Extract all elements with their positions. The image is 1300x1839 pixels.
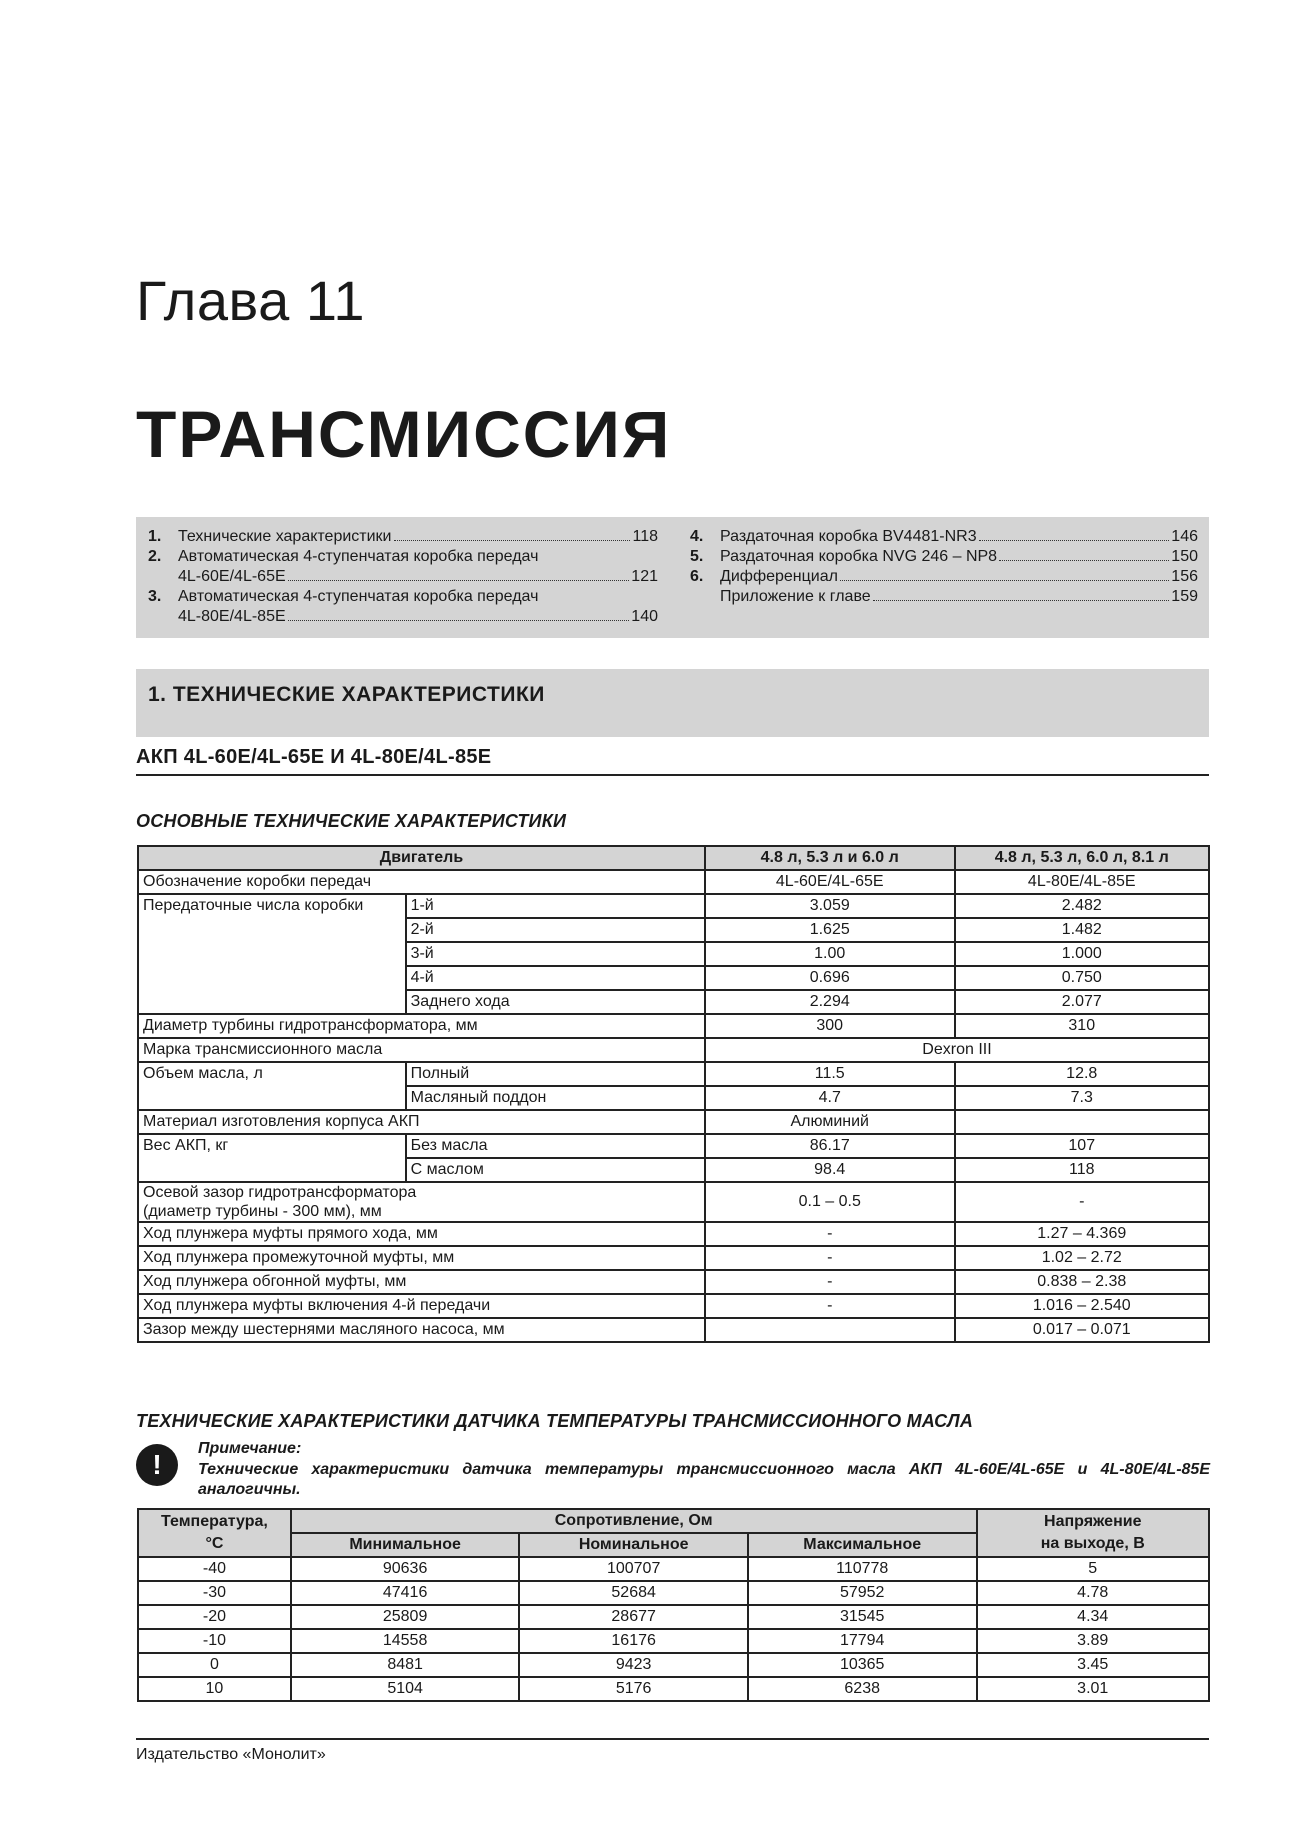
cell-value: 7.3 <box>955 1086 1210 1110</box>
cell-value: 310 <box>955 1014 1210 1038</box>
note-title: Примечание: <box>198 1440 302 1457</box>
toc-num: 3. <box>148 588 162 605</box>
cell-value: 300 <box>705 1014 955 1038</box>
toc-item[interactable] <box>148 547 658 567</box>
header-line: на выходе, В <box>1040 1535 1145 1552</box>
cell-value: 0.696 <box>705 966 955 990</box>
toc-text: Дифференциал <box>720 568 838 585</box>
chapter-title: ТРАНСМИССИЯ <box>136 397 672 471</box>
table-row <box>138 1270 1209 1294</box>
toc-text: Технические характеристики <box>178 528 392 545</box>
toc-page: 150 <box>1171 548 1198 565</box>
row-label: Вес АКП, кг <box>138 1134 406 1182</box>
table-row <box>138 1110 1209 1134</box>
toc-leader <box>288 620 630 621</box>
cell-min: 8481 <box>291 1653 520 1677</box>
cell-min: 14558 <box>291 1629 520 1653</box>
cell-min: 47416 <box>291 1581 520 1605</box>
cell-voltage: 3.01 <box>977 1677 1210 1701</box>
cell-value: 4L-60E/4L-65E <box>705 870 955 894</box>
cell-value <box>705 1318 955 1342</box>
toc-leader <box>999 560 1169 561</box>
cell-nom: 16176 <box>519 1629 748 1653</box>
row-label: Ход плунжера обгонной муфты, мм <box>138 1270 705 1294</box>
header-col-2: 4.8 л, 5.3 л, 6.0 л, 8.1 л <box>955 846 1210 870</box>
toc-num: 1. <box>148 528 162 545</box>
chapter-number: Глава 11 <box>136 269 365 332</box>
table-caption-main-specs: ОСНОВНЫЕ ТЕХНИЧЕСКИЕ ХАРАКТЕРИСТИКИ <box>136 811 567 831</box>
toc-text: 4L-80E/4L-85E <box>178 608 286 625</box>
header-max: Максимальное <box>748 1533 977 1557</box>
cell-value: 0.017 – 0.071 <box>955 1318 1210 1342</box>
cell-min: 90636 <box>291 1557 520 1581</box>
toc-item[interactable] <box>690 587 1198 607</box>
cell-value: 107 <box>955 1134 1210 1158</box>
cell-value <box>955 1110 1210 1134</box>
cell-value: 0.750 <box>955 966 1210 990</box>
toc-item[interactable] <box>148 527 658 547</box>
row-label <box>138 1182 705 1222</box>
cell-value: 11.5 <box>705 1062 955 1086</box>
row-label: Ход плунжера промежуточной муфты, мм <box>138 1246 705 1270</box>
cell-nom: 5176 <box>519 1677 748 1701</box>
row-label: Диаметр турбины гидротрансформатора, мм <box>138 1014 705 1038</box>
row-label: Зазор между шестернями масляного насоса, мм <box>138 1318 705 1342</box>
row-sublabel: Заднего хода <box>406 990 705 1014</box>
toc-item[interactable] <box>148 587 658 607</box>
cell-voltage: 3.45 <box>977 1653 1210 1677</box>
cell-nom: 100707 <box>519 1557 748 1581</box>
cell-value: 1.02 – 2.72 <box>955 1246 1210 1270</box>
table-header-row <box>138 846 1209 870</box>
header-line: Температура, <box>161 1513 268 1530</box>
toc-item[interactable] <box>148 607 658 627</box>
toc-num: 2. <box>148 548 162 565</box>
cell-nom: 52684 <box>519 1581 748 1605</box>
cell-value: 4.7 <box>705 1086 955 1110</box>
header-engine: Двигатель <box>138 846 705 870</box>
toc-page: 146 <box>1171 528 1198 545</box>
note-icon: ! <box>136 1444 178 1486</box>
main-specs-table <box>137 845 1210 1343</box>
toc-text: 4L-60E/4L-65E <box>178 568 286 585</box>
divider <box>136 774 1209 776</box>
cell-nom: 28677 <box>519 1605 748 1629</box>
row-label: Марка трансмиссионного масла <box>138 1038 705 1062</box>
cell-max: 31545 <box>748 1605 977 1629</box>
cell-max: 57952 <box>748 1581 977 1605</box>
row-sublabel: Без масла <box>406 1134 705 1158</box>
toc-left-column <box>148 527 658 627</box>
table-header-row <box>138 1509 1209 1533</box>
cell-value: - <box>705 1270 955 1294</box>
cell-value: 0.1 – 0.5 <box>705 1182 955 1222</box>
row-label: Передаточные числа коробки <box>138 894 406 1014</box>
cell-voltage: 4.34 <box>977 1605 1210 1629</box>
toc-num: 6. <box>690 568 704 585</box>
table-row <box>138 1653 1209 1677</box>
table-row <box>138 1134 1209 1158</box>
cell-value: - <box>705 1222 955 1246</box>
toc-leader <box>840 580 1169 581</box>
row-sublabel: С маслом <box>406 1158 705 1182</box>
toc-num: 5. <box>690 548 704 565</box>
row-sublabel: Масляный поддон <box>406 1086 705 1110</box>
cell-temp: 0 <box>138 1653 291 1677</box>
toc-item[interactable] <box>690 567 1198 587</box>
subsection-title: АКП 4L-60E/4L-65E И 4L-80E/4L-85E <box>136 746 492 768</box>
row-label-line: Осевой зазор гидротрансформатора <box>143 1184 417 1201</box>
cell-value: - <box>705 1246 955 1270</box>
cell-value: 2.482 <box>955 894 1210 918</box>
table-row <box>138 1581 1209 1605</box>
cell-value: 1.27 – 4.369 <box>955 1222 1210 1246</box>
table-row <box>138 1038 1209 1062</box>
sensor-table <box>137 1508 1210 1702</box>
cell-value: 1.625 <box>705 918 955 942</box>
toc-page: 140 <box>631 608 658 625</box>
toc-page: 159 <box>1171 588 1198 605</box>
toc-text: Автоматическая 4-ступенчатая коробка передач <box>178 548 539 565</box>
toc-item[interactable] <box>690 527 1198 547</box>
header-voltage <box>977 1509 1210 1557</box>
row-label: Ход плунжера муфты включения 4-й передачи <box>138 1294 705 1318</box>
toc-leader <box>288 580 630 581</box>
toc-text: Раздаточная коробка BV4481-NR3 <box>720 528 977 545</box>
cell-value: 1.016 – 2.540 <box>955 1294 1210 1318</box>
section-header <box>136 669 1209 737</box>
toc-text: Раздаточная коробка NVG 246 – NP8 <box>720 548 998 565</box>
table-row <box>138 1605 1209 1629</box>
cell-value: 1.00 <box>705 942 955 966</box>
cell-value: - <box>955 1182 1210 1222</box>
cell-value: Dexron III <box>705 1038 1209 1062</box>
cell-value: 2.077 <box>955 990 1210 1014</box>
table-row <box>138 1629 1209 1653</box>
row-sublabel: 1-й <box>406 894 705 918</box>
header-line: Напряжение <box>1044 1513 1142 1530</box>
table-of-contents <box>136 517 1209 638</box>
cell-value: 118 <box>955 1158 1210 1182</box>
cell-value: 12.8 <box>955 1062 1210 1086</box>
toc-num: 4. <box>690 528 704 545</box>
row-label: Объем масла, л <box>138 1062 406 1110</box>
note-text: Технические характеристики датчика температуры трансмиссионного масла АКП 4L-60E/4L-65E и 4L-80E/4L-85E аналогичны. <box>198 1461 1210 1498</box>
table-row <box>138 1222 1209 1246</box>
header-nom: Номинальное <box>519 1533 748 1557</box>
toc-leader <box>873 600 1170 601</box>
cell-value: 0.838 – 2.38 <box>955 1270 1210 1294</box>
cell-temp: -10 <box>138 1629 291 1653</box>
cell-value: 1.000 <box>955 942 1210 966</box>
toc-page: 156 <box>1171 568 1198 585</box>
toc-leader <box>394 540 631 541</box>
toc-item[interactable] <box>148 567 658 587</box>
header-temperature <box>138 1509 291 1557</box>
header-col-1: 4.8 л, 5.3 л и 6.0 л <box>705 846 955 870</box>
table-row <box>138 1318 1209 1342</box>
header-min: Минимальное <box>291 1533 520 1557</box>
cell-min: 5104 <box>291 1677 520 1701</box>
row-sublabel: 4-й <box>406 966 705 990</box>
header-resistance: Сопротивление, Ом <box>291 1509 977 1533</box>
row-label-line: (диаметр турбины - 300 мм), мм <box>143 1203 382 1220</box>
table-row <box>138 1677 1209 1701</box>
cell-max: 110778 <box>748 1557 977 1581</box>
cell-max: 17794 <box>748 1629 977 1653</box>
table-caption-sensor-specs: ТЕХНИЧЕСКИЕ ХАРАКТЕРИСТИКИ ДАТЧИКА ТЕМПЕРАТУРЫ ТРАНСМИССИОННОГО МАСЛА <box>136 1411 974 1431</box>
cell-temp: -30 <box>138 1581 291 1605</box>
cell-voltage: 4.78 <box>977 1581 1210 1605</box>
footer-divider <box>136 1738 1209 1740</box>
publisher-footer: Издательство «Монолит» <box>136 1746 326 1763</box>
cell-nom: 9423 <box>519 1653 748 1677</box>
cell-max: 6238 <box>748 1677 977 1701</box>
cell-value: 3.059 <box>705 894 955 918</box>
table-row <box>138 1062 1209 1086</box>
toc-item[interactable] <box>690 547 1198 567</box>
cell-value: - <box>705 1294 955 1318</box>
cell-voltage: 3.89 <box>977 1629 1210 1653</box>
toc-right-column <box>690 527 1198 607</box>
table-row <box>138 1294 1209 1318</box>
toc-page: 118 <box>632 528 658 545</box>
cell-value: 98.4 <box>705 1158 955 1182</box>
cell-temp: -40 <box>138 1557 291 1581</box>
row-label: Материал изготовления корпуса АКП <box>138 1110 705 1134</box>
table-row <box>138 894 1209 918</box>
cell-value: 1.482 <box>955 918 1210 942</box>
toc-leader <box>979 540 1170 541</box>
table-row <box>138 1182 1209 1222</box>
row-label: Ход плунжера муфты прямого хода, мм <box>138 1222 705 1246</box>
row-sublabel: Полный <box>406 1062 705 1086</box>
cell-max: 10365 <box>748 1653 977 1677</box>
header-line: °С <box>205 1535 224 1552</box>
cell-value: Алюминий <box>705 1110 955 1134</box>
table-row <box>138 1014 1209 1038</box>
toc-text: Приложение к главе <box>720 588 871 605</box>
row-label: Обозначение коробки передач <box>138 870 705 894</box>
table-row <box>138 1246 1209 1270</box>
section-title: 1. ТЕХНИЧЕСКИЕ ХАРАКТЕРИСТИКИ <box>148 683 545 706</box>
toc-page: 121 <box>631 568 658 585</box>
cell-temp: 10 <box>138 1677 291 1701</box>
table-row <box>138 870 1209 894</box>
toc-text: Автоматическая 4-ступенчатая коробка передач <box>178 588 539 605</box>
cell-value: 4L-80E/4L-85E <box>955 870 1210 894</box>
row-sublabel: 2-й <box>406 918 705 942</box>
cell-value: 2.294 <box>705 990 955 1014</box>
cell-value: 86.17 <box>705 1134 955 1158</box>
cell-temp: -20 <box>138 1605 291 1629</box>
row-sublabel: 3-й <box>406 942 705 966</box>
table-row <box>138 1557 1209 1581</box>
cell-min: 25809 <box>291 1605 520 1629</box>
cell-voltage: 5 <box>977 1557 1210 1581</box>
